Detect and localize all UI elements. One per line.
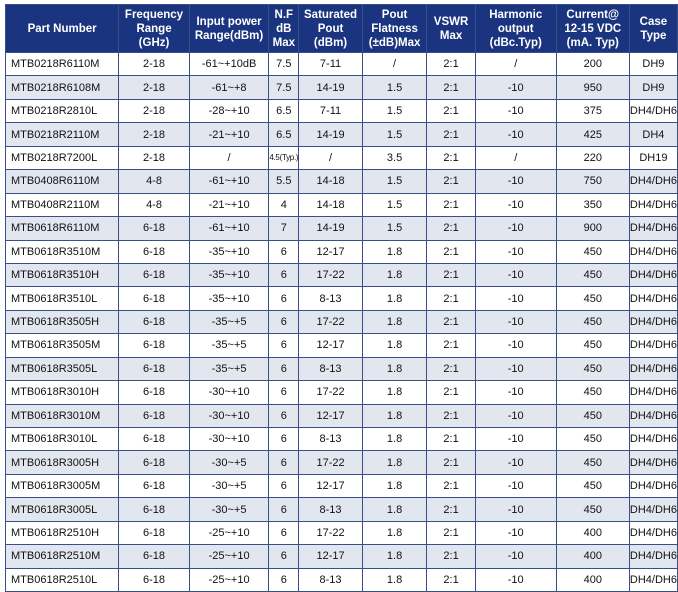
cell-pout-flatness: 3.5 — [362, 146, 427, 169]
table-row — [6, 545, 678, 568]
cell-case-type: DH4/DH6 — [629, 428, 677, 451]
table-row — [6, 99, 678, 122]
cell-input-power: -28~+10 — [189, 99, 269, 122]
table-row — [6, 451, 678, 474]
cell-harmonic-output: -10 — [475, 451, 556, 474]
cell-harmonic-output: -10 — [475, 240, 556, 263]
cell-saturated-pout: 12-17 — [299, 240, 363, 263]
cell-harmonic-output: / — [475, 53, 556, 76]
cell-case-type: DH4/DH6 — [629, 170, 677, 193]
cell-frequency-range: 2-18 — [119, 99, 190, 122]
cell-part-number: MTB0618R3005H — [6, 451, 119, 474]
cell-saturated-pout: 8-13 — [299, 428, 363, 451]
cell-pout-flatness: / — [362, 53, 427, 76]
cell-frequency-range: 6-18 — [119, 498, 190, 521]
cell-part-number: MTB0618R3505L — [6, 357, 119, 380]
cell-case-type: DH4/DH6 — [629, 240, 677, 263]
cell-part-number: MTB0618R3510L — [6, 287, 119, 310]
cell-part-number: MTB0218R2810L — [6, 99, 119, 122]
cell-saturated-pout: 17-22 — [299, 381, 363, 404]
cell-vswr: 2:1 — [427, 545, 475, 568]
cell-frequency-range: 6-18 — [119, 287, 190, 310]
cell-frequency-range: 4-8 — [119, 193, 190, 216]
cell-noise-figure: 6 — [269, 498, 299, 521]
cell-noise-figure: 6 — [269, 240, 299, 263]
cell-input-power: -30~+10 — [189, 381, 269, 404]
cell-harmonic-output: -10 — [475, 287, 556, 310]
cell-noise-figure: 4 — [269, 193, 299, 216]
cell-frequency-range: 6-18 — [119, 217, 190, 240]
cell-vswr: 2:1 — [427, 170, 475, 193]
header-pout-flatness: Pout Flatness (±dB)Max — [362, 5, 427, 53]
cell-case-type: DH4/DH6 — [629, 498, 677, 521]
cell-frequency-range: 6-18 — [119, 521, 190, 544]
cell-frequency-range: 6-18 — [119, 428, 190, 451]
cell-saturated-pout: 14-19 — [299, 123, 363, 146]
cell-saturated-pout: 17-22 — [299, 310, 363, 333]
table-row — [6, 334, 678, 357]
cell-part-number: MTB0618R2510M — [6, 545, 119, 568]
table-row — [6, 193, 678, 216]
cell-part-number: MTB0618R6110M — [6, 217, 119, 240]
cell-harmonic-output: -10 — [475, 334, 556, 357]
cell-frequency-range: 2-18 — [119, 53, 190, 76]
table-row — [6, 357, 678, 380]
spec-table — [5, 4, 678, 592]
cell-part-number: MTB0618R3505M — [6, 334, 119, 357]
cell-part-number: MTB0218R7200L — [6, 146, 119, 169]
cell-saturated-pout: / — [299, 146, 363, 169]
cell-harmonic-output: -10 — [475, 310, 556, 333]
cell-vswr: 2:1 — [427, 568, 475, 591]
cell-part-number: MTB0618R2510L — [6, 568, 119, 591]
cell-harmonic-output: -10 — [475, 521, 556, 544]
cell-vswr: 2:1 — [427, 334, 475, 357]
cell-input-power: -61~+10 — [189, 170, 269, 193]
cell-case-type: DH19 — [629, 146, 677, 169]
cell-noise-figure: 6 — [269, 334, 299, 357]
cell-current: 220 — [556, 146, 629, 169]
cell-case-type: DH4/DH6 — [629, 451, 677, 474]
header-input-power: Input power Range(dBm) — [189, 5, 269, 53]
cell-part-number: MTB0218R6110M — [6, 53, 119, 76]
cell-input-power: -30~+10 — [189, 404, 269, 427]
cell-case-type: DH4/DH6 — [629, 99, 677, 122]
cell-frequency-range: 6-18 — [119, 263, 190, 286]
cell-part-number: MTB0218R2110M — [6, 123, 119, 146]
table-row — [6, 170, 678, 193]
cell-pout-flatness: 1.5 — [362, 217, 427, 240]
cell-current: 450 — [556, 474, 629, 497]
cell-harmonic-output: -10 — [475, 193, 556, 216]
cell-pout-flatness: 1.8 — [362, 545, 427, 568]
cell-vswr: 2:1 — [427, 357, 475, 380]
cell-saturated-pout: 8-13 — [299, 357, 363, 380]
cell-saturated-pout: 7-11 — [299, 53, 363, 76]
cell-pout-flatness: 1.8 — [362, 498, 427, 521]
cell-pout-flatness: 1.8 — [362, 521, 427, 544]
header-row — [6, 5, 678, 53]
cell-vswr: 2:1 — [427, 287, 475, 310]
cell-input-power: -35~+5 — [189, 310, 269, 333]
cell-frequency-range: 6-18 — [119, 334, 190, 357]
cell-pout-flatness: 1.8 — [362, 357, 427, 380]
cell-frequency-range: 6-18 — [119, 357, 190, 380]
cell-case-type: DH4/DH6 — [629, 263, 677, 286]
cell-current: 450 — [556, 287, 629, 310]
cell-harmonic-output: -10 — [475, 123, 556, 146]
cell-case-type: DH4 — [629, 123, 677, 146]
cell-saturated-pout: 12-17 — [299, 334, 363, 357]
cell-saturated-pout: 17-22 — [299, 521, 363, 544]
table-row — [6, 498, 678, 521]
cell-noise-figure: 6 — [269, 357, 299, 380]
table-row — [6, 428, 678, 451]
cell-pout-flatness: 1.5 — [362, 193, 427, 216]
cell-current: 350 — [556, 193, 629, 216]
cell-vswr: 2:1 — [427, 53, 475, 76]
cell-noise-figure: 6 — [269, 287, 299, 310]
cell-pout-flatness: 1.5 — [362, 99, 427, 122]
cell-saturated-pout: 14-18 — [299, 170, 363, 193]
cell-part-number: MTB0618R3505H — [6, 310, 119, 333]
cell-pout-flatness: 1.5 — [362, 76, 427, 99]
table-row — [6, 263, 678, 286]
cell-frequency-range: 2-18 — [119, 123, 190, 146]
cell-saturated-pout: 7-11 — [299, 99, 363, 122]
cell-noise-figure: 7 — [269, 217, 299, 240]
cell-current: 375 — [556, 99, 629, 122]
header-vswr: VSWR Max — [427, 5, 475, 53]
cell-harmonic-output: -10 — [475, 474, 556, 497]
cell-frequency-range: 4-8 — [119, 170, 190, 193]
cell-harmonic-output: -10 — [475, 568, 556, 591]
cell-part-number: MTB0618R3510M — [6, 240, 119, 263]
cell-noise-figure: 6 — [269, 451, 299, 474]
cell-pout-flatness: 1.8 — [362, 263, 427, 286]
cell-saturated-pout: 8-13 — [299, 498, 363, 521]
cell-input-power: -21~+10 — [189, 193, 269, 216]
cell-current: 450 — [556, 334, 629, 357]
cell-vswr: 2:1 — [427, 76, 475, 99]
cell-vswr: 2:1 — [427, 310, 475, 333]
cell-vswr: 2:1 — [427, 263, 475, 286]
cell-harmonic-output: -10 — [475, 404, 556, 427]
cell-frequency-range: 6-18 — [119, 240, 190, 263]
cell-frequency-range: 6-18 — [119, 568, 190, 591]
cell-vswr: 2:1 — [427, 99, 475, 122]
cell-saturated-pout: 8-13 — [299, 287, 363, 310]
cell-part-number: MTB0218R6108M — [6, 76, 119, 99]
cell-saturated-pout: 8-13 — [299, 568, 363, 591]
cell-saturated-pout: 14-18 — [299, 193, 363, 216]
table-row — [6, 287, 678, 310]
cell-input-power: -61~+10 — [189, 217, 269, 240]
cell-input-power: -61~+8 — [189, 76, 269, 99]
cell-current: 400 — [556, 568, 629, 591]
header-frequency-range: Frequency Range (GHz) — [119, 5, 190, 53]
cell-pout-flatness: 1.8 — [362, 334, 427, 357]
cell-input-power: -25~+10 — [189, 568, 269, 591]
cell-pout-flatness: 1.8 — [362, 404, 427, 427]
cell-vswr: 2:1 — [427, 404, 475, 427]
cell-current: 400 — [556, 521, 629, 544]
table-row — [6, 521, 678, 544]
table-row — [6, 568, 678, 591]
cell-pout-flatness: 1.8 — [362, 428, 427, 451]
cell-part-number: MTB0618R3005M — [6, 474, 119, 497]
cell-case-type: DH4/DH6 — [629, 334, 677, 357]
cell-part-number: MTB0408R6110M — [6, 170, 119, 193]
cell-current: 450 — [556, 263, 629, 286]
cell-frequency-range: 2-18 — [119, 76, 190, 99]
cell-vswr: 2:1 — [427, 521, 475, 544]
cell-input-power: -25~+10 — [189, 545, 269, 568]
cell-noise-figure: 6 — [269, 545, 299, 568]
table-header — [6, 5, 678, 53]
table-row — [6, 146, 678, 169]
cell-noise-figure: 6.5 — [269, 99, 299, 122]
cell-frequency-range: 6-18 — [119, 545, 190, 568]
table-row — [6, 474, 678, 497]
cell-input-power: -30~+5 — [189, 474, 269, 497]
cell-part-number: MTB0618R3010H — [6, 381, 119, 404]
cell-frequency-range: 6-18 — [119, 451, 190, 474]
cell-vswr: 2:1 — [427, 146, 475, 169]
cell-vswr: 2:1 — [427, 381, 475, 404]
cell-case-type: DH4/DH6 — [629, 568, 677, 591]
table-row — [6, 53, 678, 76]
cell-pout-flatness: 1.5 — [362, 123, 427, 146]
header-case-type: Case Type — [629, 5, 677, 53]
header-current: Current@ 12-15 VDC (mA. Typ) — [556, 5, 629, 53]
cell-pout-flatness: 1.8 — [362, 474, 427, 497]
cell-pout-flatness: 1.5 — [362, 170, 427, 193]
cell-harmonic-output: -10 — [475, 357, 556, 380]
cell-vswr: 2:1 — [427, 123, 475, 146]
cell-input-power: -61~+10dB — [189, 53, 269, 76]
cell-vswr: 2:1 — [427, 428, 475, 451]
cell-input-power: -35~+5 — [189, 334, 269, 357]
cell-part-number: MTB0618R3005L — [6, 498, 119, 521]
cell-noise-figure: 6 — [269, 381, 299, 404]
cell-saturated-pout: 14-19 — [299, 76, 363, 99]
header-harmonic-output: Harmonic output (dBc.Typ) — [475, 5, 556, 53]
cell-vswr: 2:1 — [427, 217, 475, 240]
cell-current: 425 — [556, 123, 629, 146]
cell-current: 950 — [556, 76, 629, 99]
table-row — [6, 217, 678, 240]
cell-input-power: -35~+10 — [189, 240, 269, 263]
header-part-number: Part Number — [6, 5, 119, 53]
cell-case-type: DH4/DH6 — [629, 404, 677, 427]
header-saturated-pout: Saturated Pout (dBm) — [299, 5, 363, 53]
cell-pout-flatness: 1.8 — [362, 381, 427, 404]
cell-saturated-pout: 12-17 — [299, 545, 363, 568]
cell-current: 450 — [556, 404, 629, 427]
cell-saturated-pout: 14-19 — [299, 217, 363, 240]
cell-harmonic-output: -10 — [475, 498, 556, 521]
cell-frequency-range: 6-18 — [119, 310, 190, 333]
cell-current: 400 — [556, 545, 629, 568]
cell-frequency-range: 6-18 — [119, 404, 190, 427]
table-row — [6, 381, 678, 404]
cell-noise-figure: 6 — [269, 404, 299, 427]
cell-case-type: DH4/DH6 — [629, 381, 677, 404]
cell-frequency-range: 2-18 — [119, 146, 190, 169]
cell-noise-figure: 6 — [269, 568, 299, 591]
cell-saturated-pout: 12-17 — [299, 404, 363, 427]
cell-pout-flatness: 1.8 — [362, 287, 427, 310]
cell-noise-figure: 7.5 — [269, 76, 299, 99]
cell-saturated-pout: 12-17 — [299, 474, 363, 497]
cell-current: 450 — [556, 428, 629, 451]
cell-case-type: DH4/DH6 — [629, 521, 677, 544]
cell-input-power: -35~+10 — [189, 287, 269, 310]
cell-pout-flatness: 1.8 — [362, 451, 427, 474]
cell-current: 450 — [556, 357, 629, 380]
cell-case-type: DH4/DH6 — [629, 287, 677, 310]
cell-frequency-range: 6-18 — [119, 381, 190, 404]
cell-harmonic-output: -10 — [475, 217, 556, 240]
cell-current: 450 — [556, 240, 629, 263]
cell-harmonic-output: -10 — [475, 263, 556, 286]
cell-case-type: DH4/DH6 — [629, 545, 677, 568]
cell-frequency-range: 6-18 — [119, 474, 190, 497]
cell-part-number: MTB0618R3010L — [6, 428, 119, 451]
cell-case-type: DH4/DH6 — [629, 357, 677, 380]
cell-current: 200 — [556, 53, 629, 76]
cell-vswr: 2:1 — [427, 451, 475, 474]
cell-noise-figure: 5.5 — [269, 170, 299, 193]
cell-current: 450 — [556, 310, 629, 333]
cell-input-power: -30~+10 — [189, 428, 269, 451]
cell-part-number: MTB0618R3510H — [6, 263, 119, 286]
cell-harmonic-output: / — [475, 146, 556, 169]
table-row — [6, 240, 678, 263]
table-row — [6, 310, 678, 333]
cell-case-type: DH4/DH6 — [629, 217, 677, 240]
table-row — [6, 123, 678, 146]
cell-current: 450 — [556, 451, 629, 474]
cell-noise-figure: 7.5 — [269, 53, 299, 76]
cell-input-power: -35~+10 — [189, 263, 269, 286]
cell-harmonic-output: -10 — [475, 170, 556, 193]
cell-harmonic-output: -10 — [475, 428, 556, 451]
cell-case-type: DH9 — [629, 76, 677, 99]
cell-vswr: 2:1 — [427, 240, 475, 263]
cell-noise-figure: 6 — [269, 521, 299, 544]
cell-noise-figure: 6 — [269, 428, 299, 451]
cell-pout-flatness: 1.8 — [362, 568, 427, 591]
cell-harmonic-output: -10 — [475, 381, 556, 404]
cell-current: 750 — [556, 170, 629, 193]
cell-part-number: MTB0618R3010M — [6, 404, 119, 427]
cell-case-type: DH4/DH6 — [629, 193, 677, 216]
cell-harmonic-output: -10 — [475, 545, 556, 568]
cell-noise-figure: 6.5 — [269, 123, 299, 146]
table-row — [6, 76, 678, 99]
cell-case-type: DH4/DH6 — [629, 310, 677, 333]
table-row — [6, 404, 678, 427]
cell-input-power: -30~+5 — [189, 451, 269, 474]
cell-case-type: DH9 — [629, 53, 677, 76]
cell-input-power: -35~+5 — [189, 357, 269, 380]
cell-input-power: / — [189, 146, 269, 169]
cell-harmonic-output: -10 — [475, 99, 556, 122]
cell-part-number: MTB0408R2110M — [6, 193, 119, 216]
cell-current: 450 — [556, 498, 629, 521]
header-noise-figure: N.F dB Max — [269, 5, 299, 53]
table-body — [6, 53, 678, 592]
cell-noise-figure: 6 — [269, 474, 299, 497]
cell-input-power: -21~+10 — [189, 123, 269, 146]
cell-pout-flatness: 1.8 — [362, 310, 427, 333]
cell-saturated-pout: 17-22 — [299, 263, 363, 286]
cell-current: 900 — [556, 217, 629, 240]
cell-vswr: 2:1 — [427, 498, 475, 521]
cell-noise-figure: 6 — [269, 263, 299, 286]
cell-pout-flatness: 1.8 — [362, 240, 427, 263]
cell-case-type: DH4/DH6 — [629, 474, 677, 497]
cell-part-number: MTB0618R2510H — [6, 521, 119, 544]
cell-current: 450 — [556, 381, 629, 404]
cell-harmonic-output: -10 — [475, 76, 556, 99]
cell-vswr: 2:1 — [427, 193, 475, 216]
cell-noise-figure: 6 — [269, 310, 299, 333]
cell-input-power: -30~+5 — [189, 498, 269, 521]
cell-noise-figure: 4.5(Typ.) — [269, 146, 299, 169]
cell-saturated-pout: 17-22 — [299, 451, 363, 474]
cell-vswr: 2:1 — [427, 474, 475, 497]
cell-input-power: -25~+10 — [189, 521, 269, 544]
